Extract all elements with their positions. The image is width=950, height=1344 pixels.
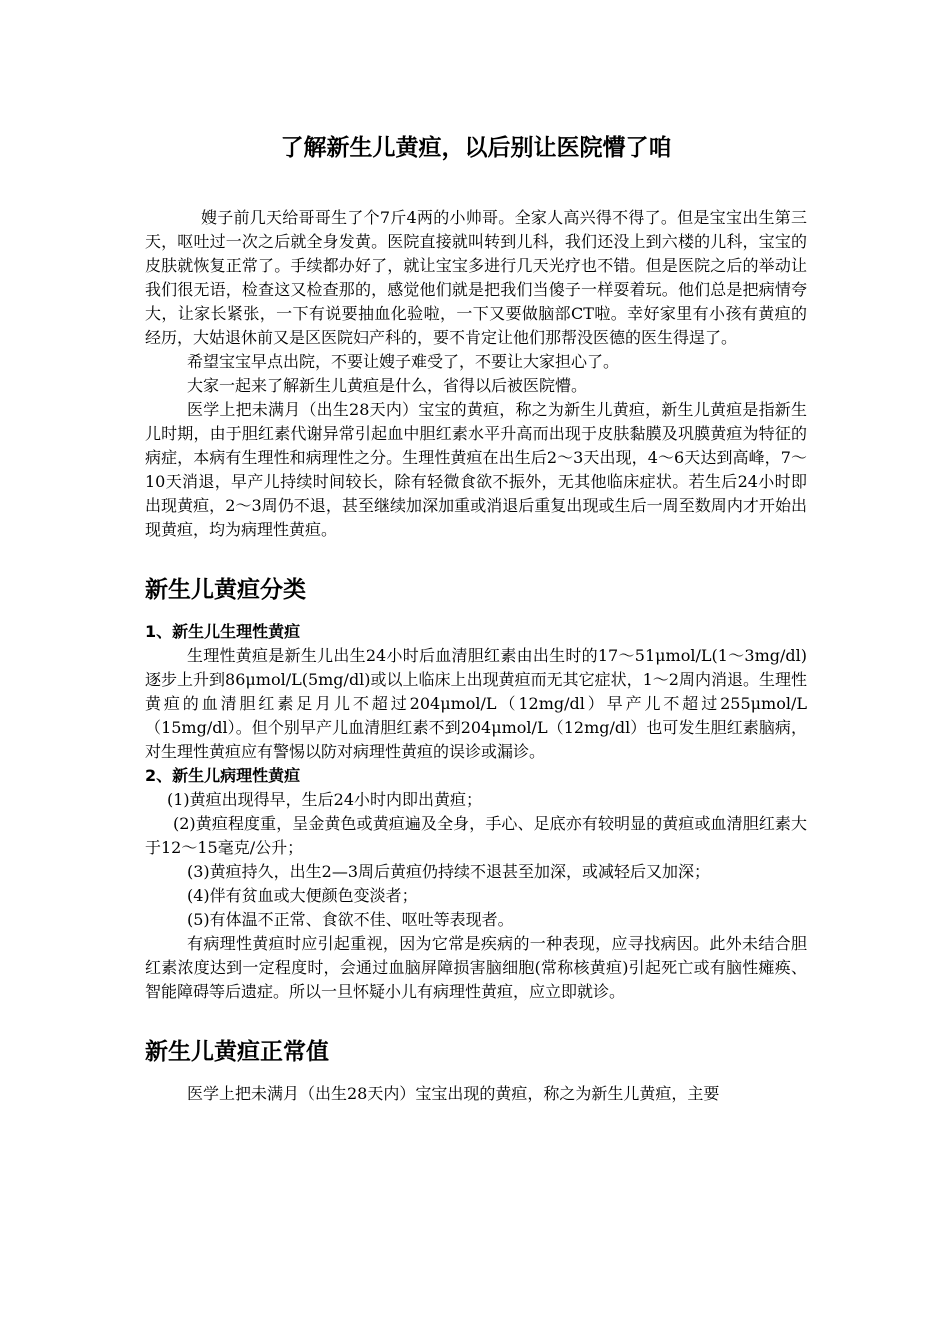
pathological-paragraph: 有病理性黄疸时应引起重视，因为它常是疾病的一种表现，应寻找病因。此外未结合胆红素浓度达到一定程度时，会通过血脑屏障损害脑细胞(常称核黄疸)引起死亡或有脑性瘫痪、智能障碍等后遗症。所以一旦怀疑小儿有病理性黄疸，应立即就诊。	[145, 934, 807, 1001]
page-title: 了解新生儿黄疸，以后别让医院懵了咱	[280, 135, 672, 161]
list-item: (1)黄疸出现得早，生后24小时内即出黄疸；	[167, 790, 483, 809]
subheading-pathological: 2、新生儿病理性黄疸	[145, 766, 301, 785]
intro-paragraph: 嫂子前几天给哥哥生了个7斤4两的小帅哥。全家人高兴得不得了。但是宝宝出生第三天，呕吐过一次之后就全身发黄。医院直接就叫转到儿科，我们还没上到六楼的儿科，宝宝的皮肤就恢复正常了。手续都办好了，就让宝宝多进行几天光疗也不错。但是医院之后的举动让我们很无语，检查这又检查那的，感觉他们就是把我们当傻子一样耍着玩。他们总是把病情夸大，让家长紧张，一下有说要抽血化验啦，一下又要做脑部CT啦。幸好家里有小孩有黄疸的经历，大姑退休前又是区医院妇产科的，要不肯定让他们那帮没医德的医生得逞了。	[145, 208, 807, 347]
subheading-physiological: 1、新生儿生理性黄疸	[145, 622, 301, 641]
list-item: (3)黄疸持久，出生2—3周后黄疸仍持续不退甚至加深，或减轻后又加深；	[187, 862, 711, 881]
section-heading-normal-values: 新生儿黄疸正常值	[145, 1039, 329, 1065]
intro-paragraph: 医学上把未满月（出生28天内）宝宝的黄疸，称之为新生儿黄疸，新生儿黄疸是指新生儿时期，由于胆红素代谢异常引起血中胆红素水平升高而出现于皮肤黏膜及巩膜黄疸为特征的病症，本病有生理性和病理性之分。生理性黄疸在出生后2～3天出现，4～6天达到高峰，7～10天消退，早产儿持续时间较长，除有轻微食欲不振外，无其他临床症状。若生后24小时即出现黄疸，2～3周仍不退，甚至继续加深加重或消退后重复出现或生后一周至数周内才开始出现黄疸，均为病理性黄疸。	[145, 400, 807, 539]
physiological-paragraph: 生理性黄疸是新生儿出生24小时后血清胆红素由出生时的17～51μmol/L(1～3mg/dl)逐步上升到86μmol/L(5mg/dl)或以上临床上出现黄疸而无其它症状，1～2周内消退。生理性黄疸的血清胆红素足月儿不超过204μmol/L（12mg/dl）早产儿不超过255μmol/L（15mg/dl）。但个别早产儿血清胆红素不到204μmol/L（12mg/dl）也可发生胆红素脑病，对生理性黄疸应有警惕以防对病理性黄疸的误诊或漏诊。	[145, 646, 807, 761]
intro-paragraph: 大家一起来了解新生儿黄疸是什么，省得以后被医院懵。	[187, 376, 588, 395]
section-heading-classification: 新生儿黄疸分类	[145, 577, 306, 603]
list-item: (5)有体温不正常、食欲不佳、呕吐等表现者。	[187, 910, 514, 929]
list-item: (4)伴有贫血或大便颜色变淡者；	[187, 886, 418, 905]
list-item: (2)黄疸程度重，呈金黄色或黄疸遍及全身，手心、足底亦有较明显的黄疸或血清胆红素大于12～15毫克/公升；	[145, 814, 807, 857]
normal-values-paragraph: 医学上把未满月（出生28天内）宝宝出现的黄疸，称之为新生儿黄疸，主要	[187, 1084, 720, 1103]
intro-paragraph: 希望宝宝早点出院，不要让嫂子难受了，不要让大家担心了。	[187, 352, 620, 371]
article	[145, 130, 807, 1106]
